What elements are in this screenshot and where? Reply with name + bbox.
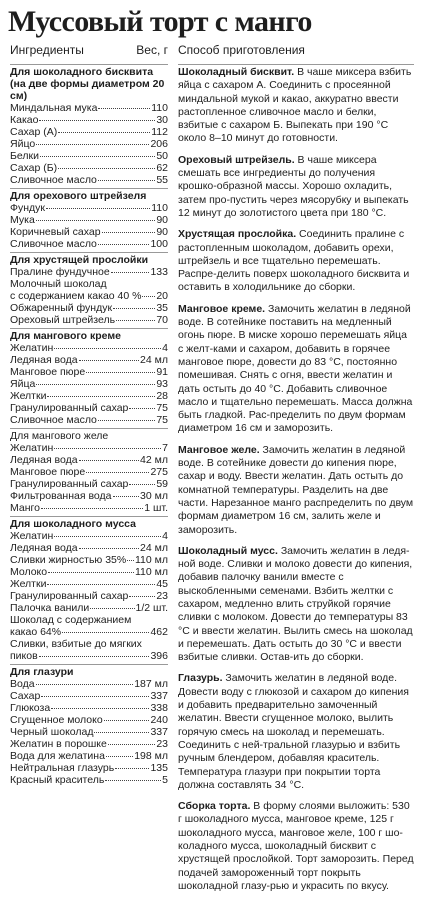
leader-dots bbox=[54, 448, 161, 449]
method-step-title: Ореховый штрейзель. bbox=[178, 153, 295, 166]
ingredient-qty: 70 bbox=[156, 314, 168, 326]
ingredient-name: Молоко bbox=[10, 566, 48, 578]
section-divider bbox=[10, 664, 168, 665]
leader-dots bbox=[51, 708, 149, 709]
ingredient-name: Обжаренный фундук bbox=[10, 302, 113, 314]
ingredient-row bbox=[10, 678, 168, 690]
ingredient-row bbox=[10, 378, 168, 390]
method-step bbox=[178, 672, 414, 792]
method-step bbox=[178, 800, 414, 893]
ingredient-row bbox=[10, 402, 168, 414]
leader-dots bbox=[86, 472, 149, 473]
leader-dots bbox=[98, 244, 150, 245]
ingredient-row bbox=[10, 714, 168, 726]
leader-dots bbox=[98, 420, 155, 421]
ingredient-name-line bbox=[10, 290, 168, 302]
ingredient-qty: 24 мл bbox=[140, 542, 168, 554]
ingredient-row bbox=[10, 366, 168, 378]
ingredient-name: Манго bbox=[10, 502, 40, 514]
ingredient-qty: 30 мл bbox=[140, 490, 168, 502]
leader-dots bbox=[41, 696, 149, 697]
ingredient-row bbox=[10, 478, 168, 490]
leader-dots bbox=[113, 308, 155, 309]
ingredient-row bbox=[10, 774, 168, 786]
ingredient-name: Палочка ванили bbox=[10, 602, 90, 614]
ingredient-qty: 91 bbox=[156, 366, 168, 378]
ingredient-name-line bbox=[10, 650, 168, 662]
ingredient-name: Желтки bbox=[10, 578, 47, 590]
method-step bbox=[178, 545, 414, 665]
leader-dots bbox=[98, 108, 150, 109]
method-column bbox=[178, 43, 414, 901]
ingredient-qty: 112 bbox=[151, 126, 168, 138]
leader-dots bbox=[40, 156, 155, 157]
ingredient-name: Желатин в порошке bbox=[10, 738, 107, 750]
ingredient-name: Вода bbox=[10, 678, 35, 690]
leader-dots bbox=[54, 536, 161, 537]
ingredient-qty: 50 bbox=[156, 150, 168, 162]
leader-dots bbox=[129, 484, 155, 485]
ingredient-qty: 133 bbox=[150, 266, 168, 278]
ingredient-section-title: Для шоколадного бисквита (на две формы диаметром 20 см) bbox=[10, 66, 165, 102]
ingredient-name: какао 64% bbox=[10, 626, 62, 638]
method-step-title: Манговое желе. bbox=[178, 443, 260, 456]
ingredient-row bbox=[10, 266, 168, 278]
ingredient-qty: 110 мл bbox=[134, 554, 168, 566]
leader-dots bbox=[115, 768, 149, 769]
ingredient-qty: 75 bbox=[156, 414, 168, 426]
ingredient-row bbox=[10, 202, 168, 214]
ingredient-name: Гранулированный сахар bbox=[10, 402, 129, 414]
ingredient-name: Сахар bbox=[10, 690, 41, 702]
ingredient-qty: 275 bbox=[150, 466, 168, 478]
leader-dots bbox=[102, 232, 156, 233]
leader-dots bbox=[111, 272, 150, 273]
leader-dots bbox=[129, 596, 155, 597]
ingredient-row bbox=[10, 726, 168, 738]
ingredient-row bbox=[10, 590, 168, 602]
ingredient-qty: 90 bbox=[156, 226, 168, 238]
ingredients-header-unit: Вес, г bbox=[136, 43, 168, 57]
method-step-text: В чаше миксера взбить яйца с сахаром А. Соединить с просеянной миндальной мукой и какао, аккуратно ввести растопленное сливочное масло и белки, взбитые с сахаром Б. Выпекать при 190 °С около 8–10 минут до готовности. bbox=[178, 66, 412, 145]
ingredient-name: Сгущенное молоко bbox=[10, 714, 103, 726]
ingredient-row bbox=[10, 542, 168, 554]
leader-dots bbox=[79, 548, 139, 549]
ingredient-row bbox=[10, 762, 168, 774]
method-step-text: Соединить пралине с растопленным шоколадом, добавить орехи, штрейзель и все тщательно перемешать. Распре-делить поверх шоколадного бисквита и оставить в холодильнике до сборки. bbox=[178, 228, 410, 294]
ingredient-row bbox=[10, 530, 168, 542]
ingredient-qty: 110 мл bbox=[134, 566, 168, 578]
ingredient-qty: 62 bbox=[156, 162, 168, 174]
ingredient-name: Пралине фундучное bbox=[10, 266, 110, 278]
ingredients-list bbox=[10, 64, 168, 786]
ingredient-row bbox=[10, 126, 168, 138]
ingredient-name: Фильтрованная вода bbox=[10, 490, 112, 502]
ingredient-section-title: Для орехового штрейзеля bbox=[10, 190, 147, 202]
ingredient-qty: 20 bbox=[156, 290, 168, 302]
ingredient-name: Вода для желатина bbox=[10, 750, 105, 762]
leader-dots bbox=[54, 348, 161, 349]
leader-dots bbox=[47, 584, 155, 585]
leader-dots bbox=[39, 656, 150, 657]
leader-dots bbox=[104, 720, 150, 721]
ingredient-name: Для мангового желе bbox=[10, 430, 109, 442]
ingredient-row bbox=[10, 238, 168, 250]
ingredient-name: Белки bbox=[10, 150, 39, 162]
section-divider bbox=[10, 328, 168, 329]
ingredient-subheading bbox=[10, 430, 168, 442]
leader-dots bbox=[108, 744, 155, 745]
leader-dots bbox=[86, 372, 155, 373]
leader-dots bbox=[105, 780, 161, 781]
ingredient-qty: 100 bbox=[150, 238, 168, 250]
method-step-text: Замочить желатин в ледяной воде. В сотейнике поставить на медленный огонь пюре. В миске хорошо перемешать яйца с желт-ками и сахаром, добавить в горячее манговое пюре, довести до 83 °С, постоянно помешивая. Снять с огня, ввести желатин и дать остыть до 40 °С. Добавить сливочное масло и тщательно перемешать. Масса должна быть гладкой. Рас-пределить по двум формам диаметром 16 см и заморозить. bbox=[178, 302, 413, 435]
method-header: Способ приготовления bbox=[178, 43, 305, 57]
ingredient-qty: 59 bbox=[156, 478, 168, 490]
ingredient-qty: 30 bbox=[156, 114, 168, 126]
ingredient-row bbox=[10, 690, 168, 702]
ingredient-name-line: Молочный шоколад bbox=[10, 278, 107, 290]
ingredient-row bbox=[10, 638, 168, 662]
leader-dots bbox=[90, 608, 134, 609]
ingredient-qty: 462 bbox=[150, 626, 168, 638]
ingredient-name: Сливочное масло bbox=[10, 414, 97, 426]
method-steps bbox=[178, 64, 414, 893]
ingredient-qty: 35 bbox=[156, 302, 168, 314]
ingredient-row bbox=[10, 466, 168, 478]
ingredient-qty: 23 bbox=[156, 590, 168, 602]
ingredient-name-line bbox=[10, 626, 168, 638]
ingredient-row bbox=[10, 342, 168, 354]
ingredient-row bbox=[10, 750, 168, 762]
leader-dots bbox=[36, 220, 156, 221]
ingredient-name: Желтки bbox=[10, 390, 47, 402]
leader-dots bbox=[48, 572, 134, 573]
section-divider bbox=[10, 64, 168, 65]
ingredient-qty: 55 bbox=[156, 174, 168, 186]
ingredient-row bbox=[10, 278, 168, 302]
method-step bbox=[178, 303, 414, 436]
ingredient-name: Ледяная вода bbox=[10, 354, 78, 366]
ingredient-name: Глюкоза bbox=[10, 702, 51, 714]
leader-dots bbox=[106, 756, 133, 757]
recipe-title: Муссовый торт с манго bbox=[8, 5, 312, 38]
leader-dots bbox=[94, 732, 149, 733]
ingredient-qty: 90 bbox=[156, 214, 168, 226]
ingredient-row bbox=[10, 566, 168, 578]
section-divider bbox=[10, 516, 168, 517]
ingredient-qty: 45 bbox=[156, 578, 168, 590]
method-step-text: Замочить желатин в ледя-ной воде. Сливки и молоко довести до кипения, добавив палочку ванили вместе с выскобленными семенами. Взбить желтки с сахаром, медленно влить струйкой горячие сливки с молоком. Довести до температуры 83 °С и ввести желатин. Вылить смесь на шоколад и перемешать. Дать остыть до 30 °С и ввести взбитые сливки. Остав-ить до сборки. bbox=[178, 544, 413, 664]
leader-dots bbox=[127, 560, 134, 561]
ingredient-row bbox=[10, 138, 168, 150]
ingredient-name: Черный шоколад bbox=[10, 726, 94, 738]
ingredient-name-line: Шоколад с содержанием bbox=[10, 614, 132, 626]
ingredient-row bbox=[10, 226, 168, 238]
ingredient-section-title: Для мангового креме bbox=[10, 330, 121, 342]
ingredient-name: Ледяная вода bbox=[10, 454, 78, 466]
ingredient-qty: 187 мл bbox=[134, 678, 168, 690]
ingredient-qty: 337 bbox=[150, 690, 168, 702]
ingredient-name: Гранулированный сахар bbox=[10, 478, 129, 490]
ingredient-name: Нейтральная глазурь bbox=[10, 762, 115, 774]
ingredient-qty: 337 bbox=[150, 726, 168, 738]
section-divider bbox=[10, 188, 168, 189]
ingredient-name: Сливочное масло bbox=[10, 238, 97, 250]
ingredient-qty: 93 bbox=[156, 378, 168, 390]
ingredient-qty: 75 bbox=[156, 402, 168, 414]
ingredient-row bbox=[10, 578, 168, 590]
ingredient-row bbox=[10, 314, 168, 326]
ingredient-qty: 110 bbox=[151, 202, 168, 214]
ingredient-name: Сливки жирностью 35% bbox=[10, 554, 127, 566]
ingredient-section-title: Для глазури bbox=[10, 666, 74, 678]
method-step bbox=[178, 154, 414, 220]
leader-dots bbox=[129, 408, 155, 409]
ingredient-name: Гранулированный сахар bbox=[10, 590, 129, 602]
ingredient-qty: 396 bbox=[150, 650, 168, 662]
ingredient-name: Яйца bbox=[10, 378, 36, 390]
ingredient-row bbox=[10, 490, 168, 502]
leader-dots bbox=[36, 384, 155, 385]
ingredient-qty: 110 bbox=[151, 102, 168, 114]
ingredient-name: Сливочное масло bbox=[10, 174, 97, 186]
method-step-title: Шоколадный мусс. bbox=[178, 544, 278, 557]
leader-dots bbox=[39, 120, 155, 121]
ingredient-row bbox=[10, 114, 168, 126]
ingredient-qty: 24 мл bbox=[140, 354, 168, 366]
method-step bbox=[178, 228, 414, 294]
ingredient-name: Манговое пюре bbox=[10, 366, 86, 378]
ingredient-section-title: Для хрустящей прослойки bbox=[10, 254, 149, 266]
ingredient-name: Ореховый штрейзель bbox=[10, 314, 116, 326]
ingredient-row bbox=[10, 414, 168, 426]
ingredient-row bbox=[10, 174, 168, 186]
ingredient-qty: 198 мл bbox=[134, 750, 168, 762]
ingredient-name: Яйцо bbox=[10, 138, 36, 150]
ingredient-name: с содержанием какао 40 % bbox=[10, 290, 142, 302]
leader-dots bbox=[79, 460, 139, 461]
ingredient-row bbox=[10, 614, 168, 638]
ingredient-row bbox=[10, 354, 168, 366]
method-step bbox=[178, 444, 414, 537]
leader-dots bbox=[98, 180, 155, 181]
method-step-text: Замочить желатин в ледяной воде. В сотейнике довести до кипения пюре, сахар и воду. Ввести желатин. Дать остыть до комнатной температуры. Разделить на две части. Нарезанное манго распределить по двум формам диаметром 16 см, залить желе и заморозить. bbox=[178, 443, 414, 536]
leader-dots bbox=[58, 132, 150, 133]
ingredient-name: Какао bbox=[10, 114, 39, 126]
ingredient-row bbox=[10, 302, 168, 314]
method-step-title: Глазурь. bbox=[178, 672, 223, 685]
ingredient-qty: 1 шт. bbox=[144, 502, 168, 514]
ingredient-row bbox=[10, 702, 168, 714]
leader-dots bbox=[58, 168, 155, 169]
ingredient-qty: 206 bbox=[150, 138, 168, 150]
ingredient-name: Сахар (А) bbox=[10, 126, 58, 138]
ingredient-row bbox=[10, 442, 168, 454]
ingredient-qty: 135 bbox=[150, 762, 168, 774]
method-step-title: Манговое креме. bbox=[178, 302, 266, 315]
ingredients-column bbox=[10, 43, 168, 786]
ingredient-row bbox=[10, 602, 168, 614]
ingredient-row bbox=[10, 102, 168, 114]
method-step-title: Хрустящая прослойка. bbox=[178, 228, 297, 241]
ingredient-row bbox=[10, 738, 168, 750]
leader-dots bbox=[116, 320, 155, 321]
ingredient-qty: 4 bbox=[162, 530, 168, 542]
ingredient-qty: 28 bbox=[156, 390, 168, 402]
method-step-text: Замочить желатин в ледяной воде. Довести воду с глюкозой и сахаром до кипения и добавить предварительно замоченный желатин. Ввести сгущенное молоко, вылить горячую смесь на шоколад и перемешать. Соединить с ней-тральной глазурью и взбить ручным блендером, добавляя краситель. Температура глазури при покрытии торта должна составлять 34 °С. bbox=[178, 672, 409, 791]
ingredient-section-title: Для шоколадного мусса bbox=[10, 518, 136, 530]
leader-dots bbox=[79, 360, 139, 361]
ingredient-row bbox=[10, 390, 168, 402]
ingredient-name: Манговое пюре bbox=[10, 466, 86, 478]
ingredient-qty: 23 bbox=[156, 738, 168, 750]
section-divider bbox=[178, 64, 414, 65]
leader-dots bbox=[47, 396, 155, 397]
method-step-title: Сборка торта. bbox=[178, 800, 251, 813]
method-step-text: В форму слоями выложить: 530 г шоколадного мусса, манговое креме, 125 г шоколадного мусса, манговое желе, 100 г шо-коладного мусса, шоколадный бисквит с хрустящей прослойкой. Торт заморозить. Перед подачей замороженный торт покрыть шоколадной глазу-рью и украсить по вкусу. bbox=[178, 800, 414, 892]
ingredient-row bbox=[10, 214, 168, 226]
ingredient-row bbox=[10, 502, 168, 514]
ingredient-name: Желатин bbox=[10, 442, 54, 454]
leader-dots bbox=[41, 508, 143, 509]
ingredients-header bbox=[10, 43, 168, 62]
ingredient-name: Желатин bbox=[10, 530, 54, 542]
ingredient-name: Мука bbox=[10, 214, 35, 226]
ingredient-name: Ледяная вода bbox=[10, 542, 78, 554]
ingredient-name: Коричневый сахар bbox=[10, 226, 101, 238]
ingredient-row bbox=[10, 554, 168, 566]
ingredient-name: пиков bbox=[10, 650, 38, 662]
ingredient-qty: 5 bbox=[162, 774, 168, 786]
ingredient-qty: 42 мл bbox=[140, 454, 168, 466]
ingredient-name: Красный краситель bbox=[10, 774, 105, 786]
ingredient-qty: 7 bbox=[162, 442, 168, 454]
ingredient-qty: 4 bbox=[162, 342, 168, 354]
section-divider bbox=[10, 428, 168, 429]
leader-dots bbox=[36, 684, 134, 685]
ingredient-name-line: Сливки, взбитые до мягких bbox=[10, 638, 142, 650]
ingredient-qty: 240 bbox=[150, 714, 168, 726]
ingredient-row bbox=[10, 150, 168, 162]
leader-dots bbox=[36, 144, 149, 145]
ingredient-row bbox=[10, 454, 168, 466]
ingredient-name: Желатин bbox=[10, 342, 54, 354]
leader-dots bbox=[46, 208, 150, 209]
leader-dots bbox=[142, 296, 155, 297]
ingredients-header-label: Ингредиенты bbox=[10, 43, 84, 57]
leader-dots bbox=[62, 632, 149, 633]
ingredient-name: Фундук bbox=[10, 202, 46, 214]
method-step-title: Шоколадный бисквит. bbox=[178, 66, 295, 78]
ingredient-name: Сахар (Б) bbox=[10, 162, 58, 174]
method-step bbox=[178, 66, 414, 146]
leader-dots bbox=[113, 496, 140, 497]
ingredient-row bbox=[10, 162, 168, 174]
section-divider bbox=[10, 252, 168, 253]
ingredient-name: Миндальная мука bbox=[10, 102, 98, 114]
method-step-text: В чаше миксера смешать все ингредиенты до получения крошко-образной массы. Хорошо охладить, затем про-пустить через мясорубку и выпекать 12 минут до золотистого цвета при 180 °С. bbox=[178, 153, 409, 219]
ingredient-qty: 338 bbox=[150, 702, 168, 714]
ingredient-qty: 1/2 шт. bbox=[135, 602, 168, 614]
